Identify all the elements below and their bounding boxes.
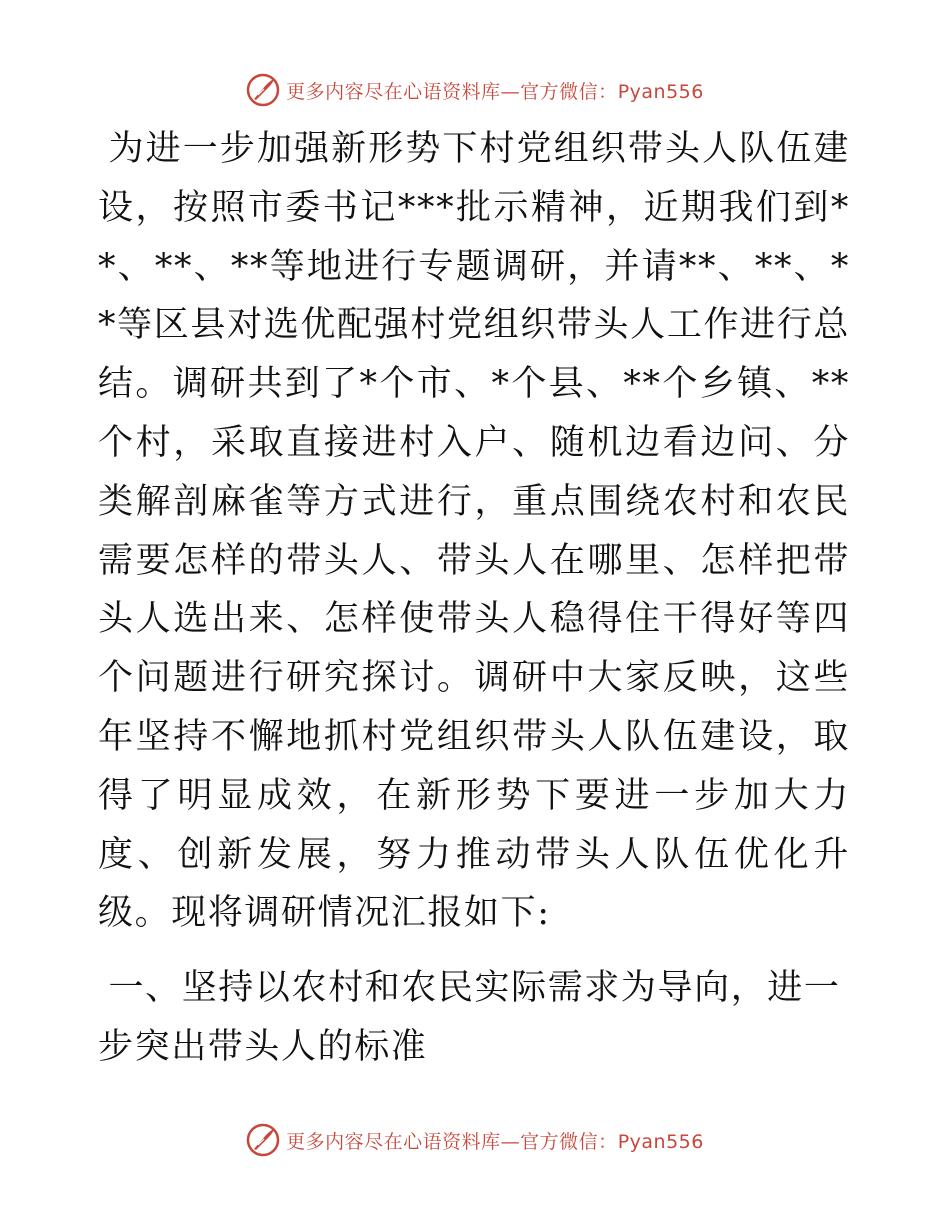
footer-banner: [0, 1120, 950, 1160]
intro-paragraph: 为进一步加强新形势下村党组织带头人队伍建设，按照市委书记***批示精神，近期我们到**、**、**等地进行专题调研，并请**、**、**等区县对选优配强村党组织带头人工作进行总结。调研共到了*个市、*个县、**个乡镇、**个村，采取直接进村入户、随机边看边问、分类解剖麻雀等方式进行，重点围绕农村和农民需要怎样的带头人、带头人在哪里、怎样把带头人选出来、怎样使带头人稳得住干得好等四个问题进行研究探讨。调研中大家反映，这些年坚持不懈地抓村党组织带头人队伍建设，取得了明显成效，在新形势下要进一步加大力度、创新发展，努力推动带头人队伍优化升级。现将调研情况汇报如下:: [98, 129, 850, 934]
banner-contact-label: 官方微信：: [520, 1130, 618, 1153]
banner-separator: —: [500, 1130, 521, 1153]
banner-text: [286, 1127, 704, 1154]
feather-pen-logo-icon: [246, 73, 280, 107]
banner-main-text: 更多内容尽在心语资料库: [286, 1130, 501, 1153]
banner-separator: —: [500, 80, 521, 103]
document-body: [98, 120, 850, 1077]
banner-contact-label: 官方微信：: [520, 80, 618, 103]
section-heading: 一、坚持以农村和农民实际需求为导向，进一步突出带头人的标准: [98, 968, 841, 1067]
banner-wechat-id: Pyan556: [617, 1130, 704, 1153]
banner-wechat-id: Pyan556: [617, 80, 704, 103]
banner-main-text: 更多内容尽在心语资料库: [286, 80, 501, 103]
feather-pen-logo-icon: [246, 1123, 280, 1157]
banner-text: [286, 77, 704, 104]
header-banner: [0, 70, 950, 110]
